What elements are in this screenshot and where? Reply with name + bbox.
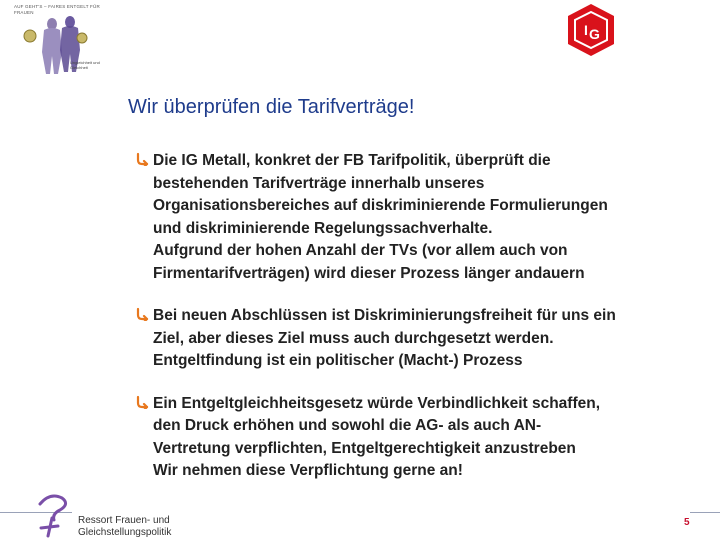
footer-divider [690,512,720,513]
bullet-line: Entgeltfindung ist ein politischer (Macht-) Prozess [153,352,523,369]
bullet-line: Vertretung verpflichten, Entgeltgerechtigkeit anzustreben [153,439,576,457]
bullet-line: bestehenden Tarifverträge innerhalb unseres [153,174,485,192]
bullet-line: und diskriminierende Regelungssachverhalte. [153,219,493,237]
svg-text:I: I [584,22,588,38]
campaign-logo [12,0,114,78]
arrow-bullet-icon [136,395,149,409]
bullet-line: Wir nehmen diese Verpflichtung gerne an! [153,462,463,479]
bullet-item [136,150,706,285]
bullet-item [136,393,706,483]
bullet-line: Die IG Metall, konkret der FB Tarifpolitik, überprüft die [153,152,551,169]
bullet-line: Bei neuen Abschlüssen ist Diskriminierungsfreiheit für uns ein [153,307,616,324]
logo-subtext: Ungleichheit und Gleichheit [70,60,100,70]
logo-tagline: AUF GEHT'S – FAIRES ENTGELT FÜR FRAUEN [14,4,100,15]
bullet-line: Ein Entgeltgleichheitsgesetz würde Verbindlichkeit schaffen, [153,394,601,412]
venus-symbol-icon [30,490,76,540]
footer-label-line: Gleichstellungspolitik [78,527,172,538]
arrow-bullet-icon [136,152,149,166]
bullet-list [136,150,706,503]
bullet-line: Aufgrund der hohen Anzahl der TVs (vor allem auch von [153,242,568,259]
bullet-line: Firmentarifverträgen) wird dieser Prozess länger andauern [153,264,585,282]
footer-department-label [78,515,171,539]
ig-metall-logo-icon [562,2,620,58]
bullet-line: Organisationsbereiches auf diskriminierende Formulierungen [153,197,608,214]
bullet-item [136,305,706,373]
footer-label-line: Ressort Frauen- und [78,515,170,526]
arrow-bullet-icon [136,307,149,321]
bullet-line: Ziel, aber dieses Ziel muss auch durchgesetzt werden. [153,329,554,347]
bullet-line: den Druck erhöhen und sowohl die AG- als auch AN- [153,417,542,434]
svg-text:G: G [589,26,600,42]
slide-title: Wir überprüfen die Tarifverträge! [128,96,415,118]
ig-metall-logo [562,2,620,58]
page-number: 5 [684,517,690,528]
